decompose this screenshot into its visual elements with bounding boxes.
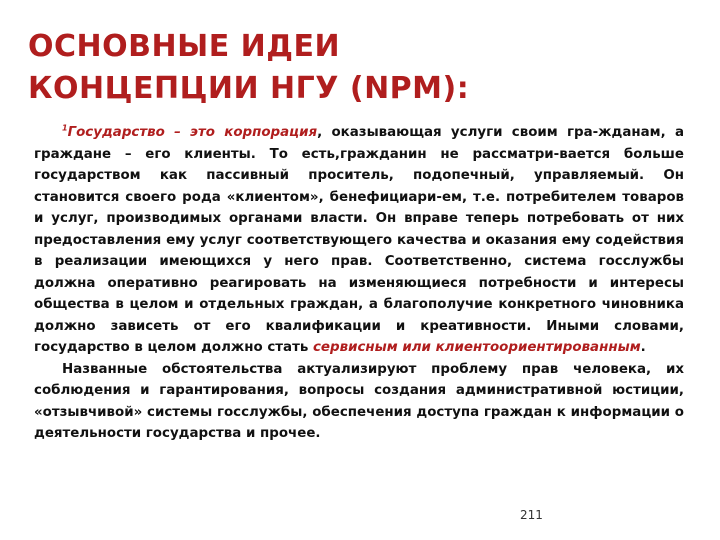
- footnote-mark: 1: [62, 123, 68, 133]
- lead-emphasis: Государство – это корпорация: [67, 125, 318, 140]
- paragraph-2: Названные обстоятельства актуализируют проблему прав человека, их соблюдения и гарантирования, вопросы создания административной юстиции, «отзывчивой» системы госслужбы, обеспечения доступа граждан к информации о деятельности государства и прочее.: [34, 361, 684, 441]
- paragraph-1-text: , оказывающая услуги своим гра-жданам, а граждане – его клиенты. То есть,гражданин не рассматри-вается больше государством как пассивный проситель, подопечный, управляемый. Он становится своего рода «клиентом», бенефициари-ем, т.е. потребителем товаров и услуг, производимых органами власти. Он вправе теперь потребовать от них предоставления ему услуг соответствующего качества и оказания ему содействия в реализации имеющихся у него прав. Соответственно, система госслужбы должна оперативно реагировать на изменяющиеся потребности и интересы общества в целом и отдельных граждан, а благополучие конкретного чиновника должно зависеть от его квалификации и креативности. Иными словами, государство в целом должно стать: [34, 125, 685, 355]
- paragraph-1: [34, 122, 684, 359]
- title-line-2: КОНЦЕПЦИИ НГУ (NPM):: [28, 71, 470, 106]
- page-number: 211: [520, 508, 543, 522]
- slide-body: [34, 122, 684, 445]
- paragraph-1-end: .: [640, 340, 646, 355]
- slide-title: [28, 26, 688, 110]
- tail-emphasis: сервисным или клиентоориентированным: [312, 340, 641, 355]
- title-line-1: ОСНОВНЫЕ ИДЕИ: [28, 29, 341, 64]
